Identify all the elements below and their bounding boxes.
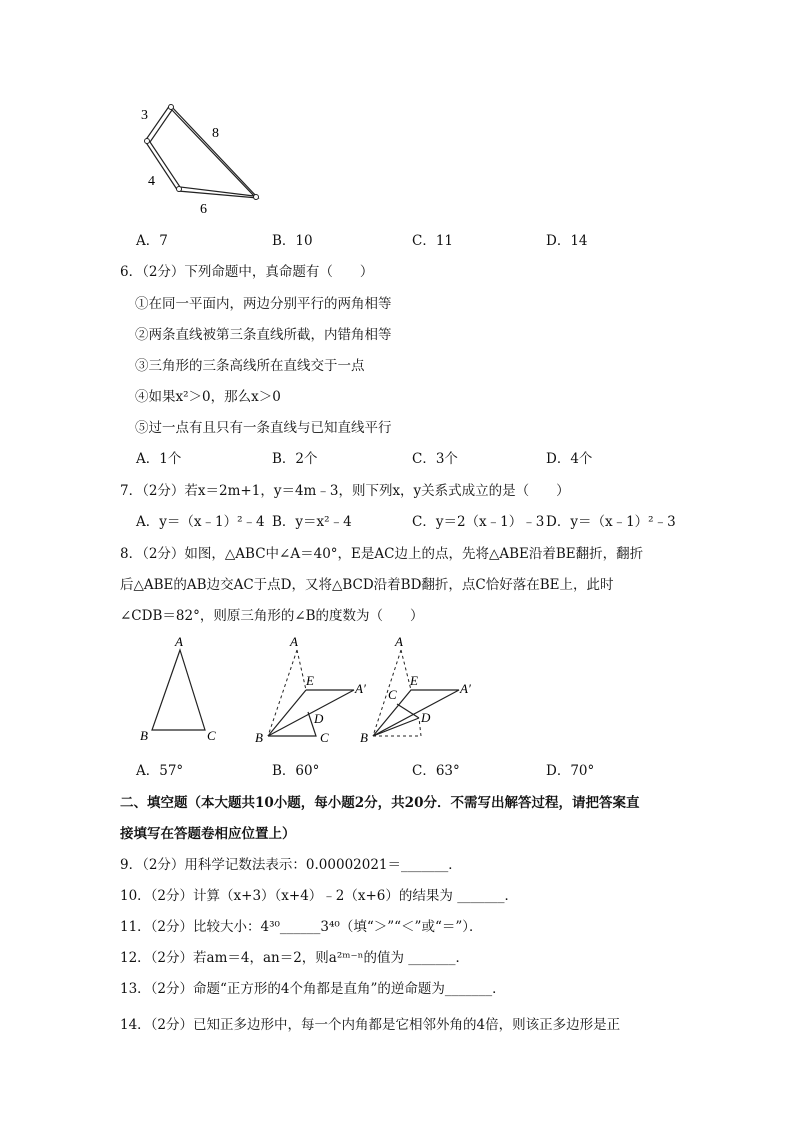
q6-item-1: ①在同一平面内，两边分别平行的两角相等 (135, 296, 392, 312)
fig3-label-a: A (395, 634, 403, 649)
side-label-6: 6 (200, 202, 207, 215)
q6-item-4: ④如果x²＞0，那么x＞0 (135, 389, 281, 405)
q6-item-3: ③三角形的三条高线所在直线交于一点 (135, 358, 365, 374)
fig1-label-a: A (175, 634, 183, 649)
fig3-label-a-prime: A′ (460, 681, 471, 696)
q6-item-5: ⑤过一点有且只有一条直线与已知直线平行 (135, 420, 392, 436)
fig2-label-e: E (306, 673, 314, 688)
fig3-label-b: B (360, 730, 368, 745)
fig2-label-b: B (255, 730, 263, 745)
option-c[interactable]: C．63° (412, 763, 460, 779)
q8-figure-3 (355, 632, 480, 747)
fig2-label-d: D (314, 711, 324, 726)
q14: 14．（2分）已知正多边形中，每一个内角都是它相邻外角的4倍，则该正多边形是正 (120, 1017, 621, 1033)
option-a[interactable]: A．57° (136, 763, 184, 779)
option-a[interactable]: A．7 (136, 233, 168, 249)
section-2-heading-line-2: 接填写在答题卷相应位置上） (120, 826, 296, 842)
option-c[interactable]: C．y＝2（x﹣1）﹣3 (412, 514, 545, 530)
q11: 11．（2分）比较大小：4³⁰______3⁴⁰（填“＞”“＜”或“＝”）． (120, 919, 483, 935)
fig2-label-a: A (290, 634, 298, 649)
option-b[interactable]: B．y＝x²﹣4 (272, 514, 352, 530)
option-b[interactable]: B．10 (272, 233, 313, 249)
q6-item-2: ②两条直线被第三条直线所截，内错角相等 (135, 327, 392, 343)
section-2-heading-line-1: 二、填空题（本大题共10小题，每小题2分，共20分．不需写出解答过程，请把答案直 (120, 795, 640, 811)
q8-line-1: 8．（2分）如图，△ABC中∠A＝40°，E是AC边上的点，先将△ABE沿着BE翻折，翻折 (120, 546, 644, 562)
q5-quadrilateral-figure (130, 95, 280, 215)
option-c[interactable]: C．11 (412, 233, 454, 249)
option-d[interactable]: D．y＝（x﹣1）²﹣3 (546, 514, 676, 530)
fig3-label-c: C (388, 687, 397, 702)
fig1-label-c: C (207, 728, 216, 743)
side-label-8: 8 (212, 126, 219, 141)
option-d[interactable]: D．70° (546, 763, 595, 779)
fig3-label-e: E (410, 673, 418, 688)
option-a[interactable]: A．y＝（x﹣1）²﹣4 (136, 514, 265, 530)
q8-line-2: 后△ABE的AB边交AC于点D，又将△BCD沿着BD翻折，点C恰好落在BE上，此时 (120, 577, 614, 593)
q10: 10．（2分）计算（x+3）（x+4）﹣2（x+6）的结果为 _______． (120, 888, 518, 904)
fig3-label-d: D (421, 710, 431, 725)
option-a[interactable]: A．1个 (136, 451, 182, 467)
q12: 12．（2分）若am＝4，an＝2，则a²ᵐ⁻ⁿ的值为 _______． (120, 950, 470, 966)
side-label-3: 3 (141, 108, 148, 123)
q13: 13．（2分）命题“正方形的4个角都是直角”的逆命题为_______． (120, 981, 506, 997)
option-d[interactable]: D．4个 (546, 451, 593, 467)
side-label-4: 4 (148, 174, 155, 189)
fig2-label-a-prime: A′ (355, 681, 366, 696)
q6-stem: 6．（2分）下列命题中，真命题有（ ） (120, 264, 374, 280)
q7-stem: 7．（2分）若x＝2m+1，y＝4m﹣3，则下列x，y关系式成立的是（ ） (120, 483, 570, 499)
q8-line-3: ∠CDB＝82°，则原三角形的∠B的度数为（ ） (120, 608, 424, 624)
option-d[interactable]: D．14 (546, 233, 588, 249)
option-b[interactable]: B．2个 (272, 451, 318, 467)
option-b[interactable]: B．60° (272, 763, 320, 779)
q8-figure-1 (135, 632, 230, 747)
option-c[interactable]: C．3个 (412, 451, 458, 467)
fig1-label-b: B (140, 728, 148, 743)
fig2-label-c: C (320, 730, 329, 745)
q9: 9．（2分）用科学记数法表示：0.00002021＝_______． (120, 857, 462, 873)
